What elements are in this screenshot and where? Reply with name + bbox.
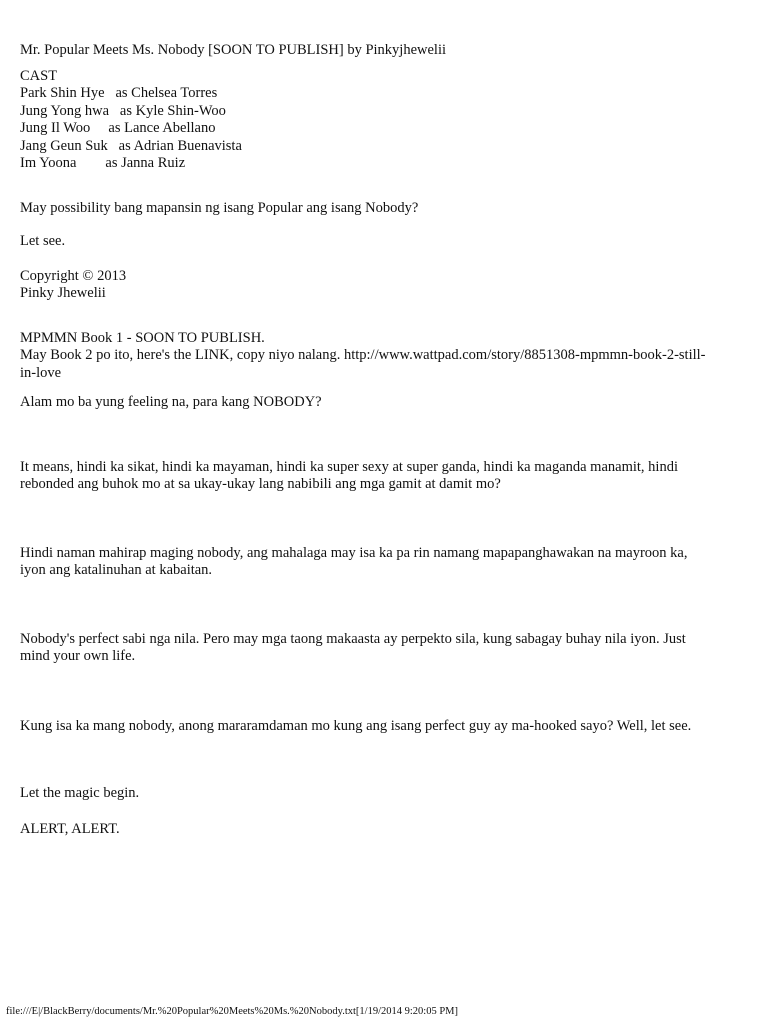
paragraph: Let the magic begin. [20,785,140,801]
cast-row: Jung Yong hwa as Kyle Shin-Woo [20,102,226,119]
cast-row: Im Yoona as Janna Ruiz [20,155,186,171]
cast-row: Jung Il Woo as Lance Abellano [20,120,216,136]
copyright-line: Copyright © 2013 [20,267,127,284]
paragraph: rebonded ang buhok mo at sa ukay-ukay lang nabibili ang mga gamit at damit mo? [20,476,501,492]
paragraph: ALERT, ALERT. [20,820,120,837]
book-notice-line: MPMMN Book 1 - SOON TO PUBLISH. [20,329,265,346]
document-title: Mr. Popular Meets Ms. Nobody [SOON TO PUBLISH] by Pinkyjhewelii [20,42,447,58]
paragraph: It means, hindi ka sikat, hindi ka mayaman, hindi ka super sexy at super ganda, hindi ka maganda manamit, hindi [20,458,678,475]
cast-row: Park Shin Hye as Chelsea Torres [20,85,218,101]
paragraph: iyon ang katalinuhan at kabaitan. [20,562,213,578]
paragraph: Hindi naman mahirap maging nobody, ang mahalaga may isa ka pa rin namang mapapanghawakan na mayroon ka, [20,544,688,561]
paragraph: mind your own life. [20,648,136,664]
blurb-question: May possibility bang mapansin ng isang Popular ang isang Nobody? [20,199,419,216]
document-body [20,42,748,838]
book-notice-link-continued: in-love [20,364,62,381]
let-see-text: Let see. [20,233,66,249]
paragraph: Nobody's perfect sabi nga nila. Pero may mga taong makaasta ay perpekto sila, kung sabagay buhay nila iyon. Just [20,630,686,647]
copyright-author: Pinky Jhewelii [20,285,106,301]
cast-row: Jang Geun Suk as Adrian Buenavista [20,137,242,154]
paragraph: Kung isa ka mang nobody, anong mararamdaman mo kung ang isang perfect guy ay ma-hooked sayo? Well, let see. [20,717,692,734]
file-path-footer: file:///E|/BlackBerry/documents/Mr.%20Popular%20Meets%20Ms.%20Nobody.txt[1/19/2014 9:20:05 PM] [6,1006,459,1017]
cast-heading: CAST [20,67,58,84]
book-notice-link-line: May Book 2 po ito, here's the LINK, copy niyo nalang. http://www.wattpad.com/story/8851308-mpmmn-book-2-still- [20,347,706,363]
paragraph: Alam mo ba yung feeling na, para kang NOBODY? [20,394,322,410]
